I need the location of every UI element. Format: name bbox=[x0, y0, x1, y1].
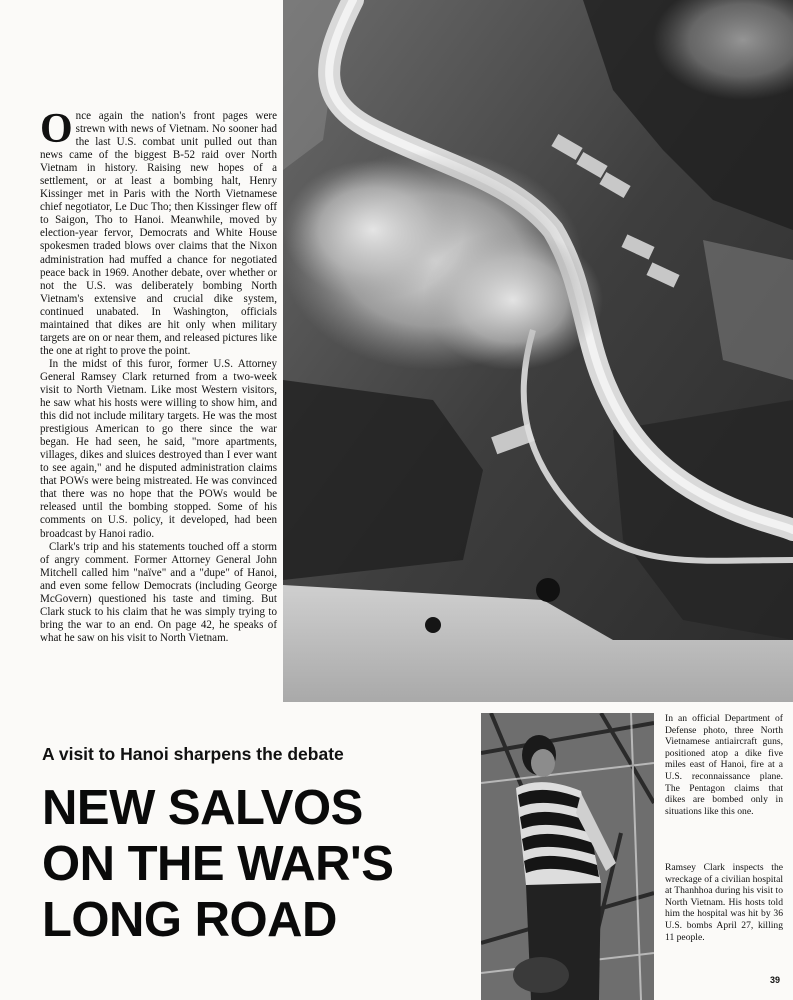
headline-line-2: ON THE WAR'S bbox=[42, 837, 394, 891]
aerial-photo-caption: In an official Department of Defense photo, three North Vietnamese antiaircraft guns, positioned atop a dike five miles east of Hanoi, fire at a U.S. reconnaissance plane. The Pentagon claims that dikes are bombed only in situations like this one. bbox=[665, 713, 783, 817]
article-paragraph-2: In the midst of this furor, former U.S. Attorney General Ramsey Clark returned from a two-week visit to North Vietnam. Like most Western visitors, he saw what his hosts were willing to show him, and this did not include military targets. He was the most prestigious American to go there since the war began. He had seen, he said, "more apartments, villages, dikes and sluices destroyed than I ever want to see again," and he disputed administration claims that POWs were being mistreated. He was convinced that there was no hope that the POWs would be released until the bombing stopped. Some of his comments on U.S. policy, it developed, had been broadcast by Hanoi radio. bbox=[40, 357, 277, 540]
clark-photo-illustration bbox=[481, 713, 654, 1000]
clark-photo-caption: Ramsey Clark inspects the wreckage of a civilian hospital at Thanhhoa during his visit to North Vietnam. His hosts told him the hospital was hit by 36 U.S. bombs April 27, killing 11 people. bbox=[665, 862, 783, 943]
article-body bbox=[40, 106, 277, 645]
ramsey-clark-photo bbox=[481, 713, 654, 1000]
aerial-dike-photo bbox=[283, 0, 793, 702]
headline-line-1: NEW SALVOS bbox=[42, 781, 363, 835]
article-paragraph-3: Clark's trip and his statements touched off a storm of angry comment. Former Attorney General John Mitchell called him "naïve" and a "dupe" of Hanoi, and even some fellow Democrats (including George McGovern) questioned his taste and timing. But Clark stuck to his claim that he was simply trying to bring the war to an end. On page 42, he speaks of what he saw on his visit to North Vietnam. bbox=[40, 540, 277, 644]
page-number: 39 bbox=[770, 975, 781, 985]
headline-line-3: LONG ROAD bbox=[42, 893, 337, 947]
drop-cap: O bbox=[40, 106, 73, 152]
headline bbox=[42, 780, 462, 948]
kicker: A visit to Hanoi sharpens the debate bbox=[42, 744, 344, 764]
aerial-photo-illustration bbox=[283, 0, 793, 702]
article-paragraph-1 bbox=[40, 106, 277, 358]
article-paragraph-1-rest: nce again the nation's front pages were strewn with news of Vietnam. No sooner had the last U.S. combat unit pulled out than news came of the biggest B-52 raid over North Vietnam in history. Raising new hopes of a settlement, or at least a bombing halt, Henry Kissinger met in Paris with the North Vietnamese chief negotiator, Le Duc Tho; then Kissinger flew off to Saigon, Tho to Hanoi. Meanwhile, moved by election-year fervor, Democrats and White House spokesmen traded blows over claims that the Nixon administration had muffed a chance for negotiated peace back in 1969. Another debate, over whether or not the U.S. was deliberately bombing North Vietnam's extensive and crucial dike system, continued unabated. In Washington, officials maintained that dikes are hit only when military targets are on or near them, and released pictures like the one at right to prove the point. bbox=[40, 110, 277, 357]
